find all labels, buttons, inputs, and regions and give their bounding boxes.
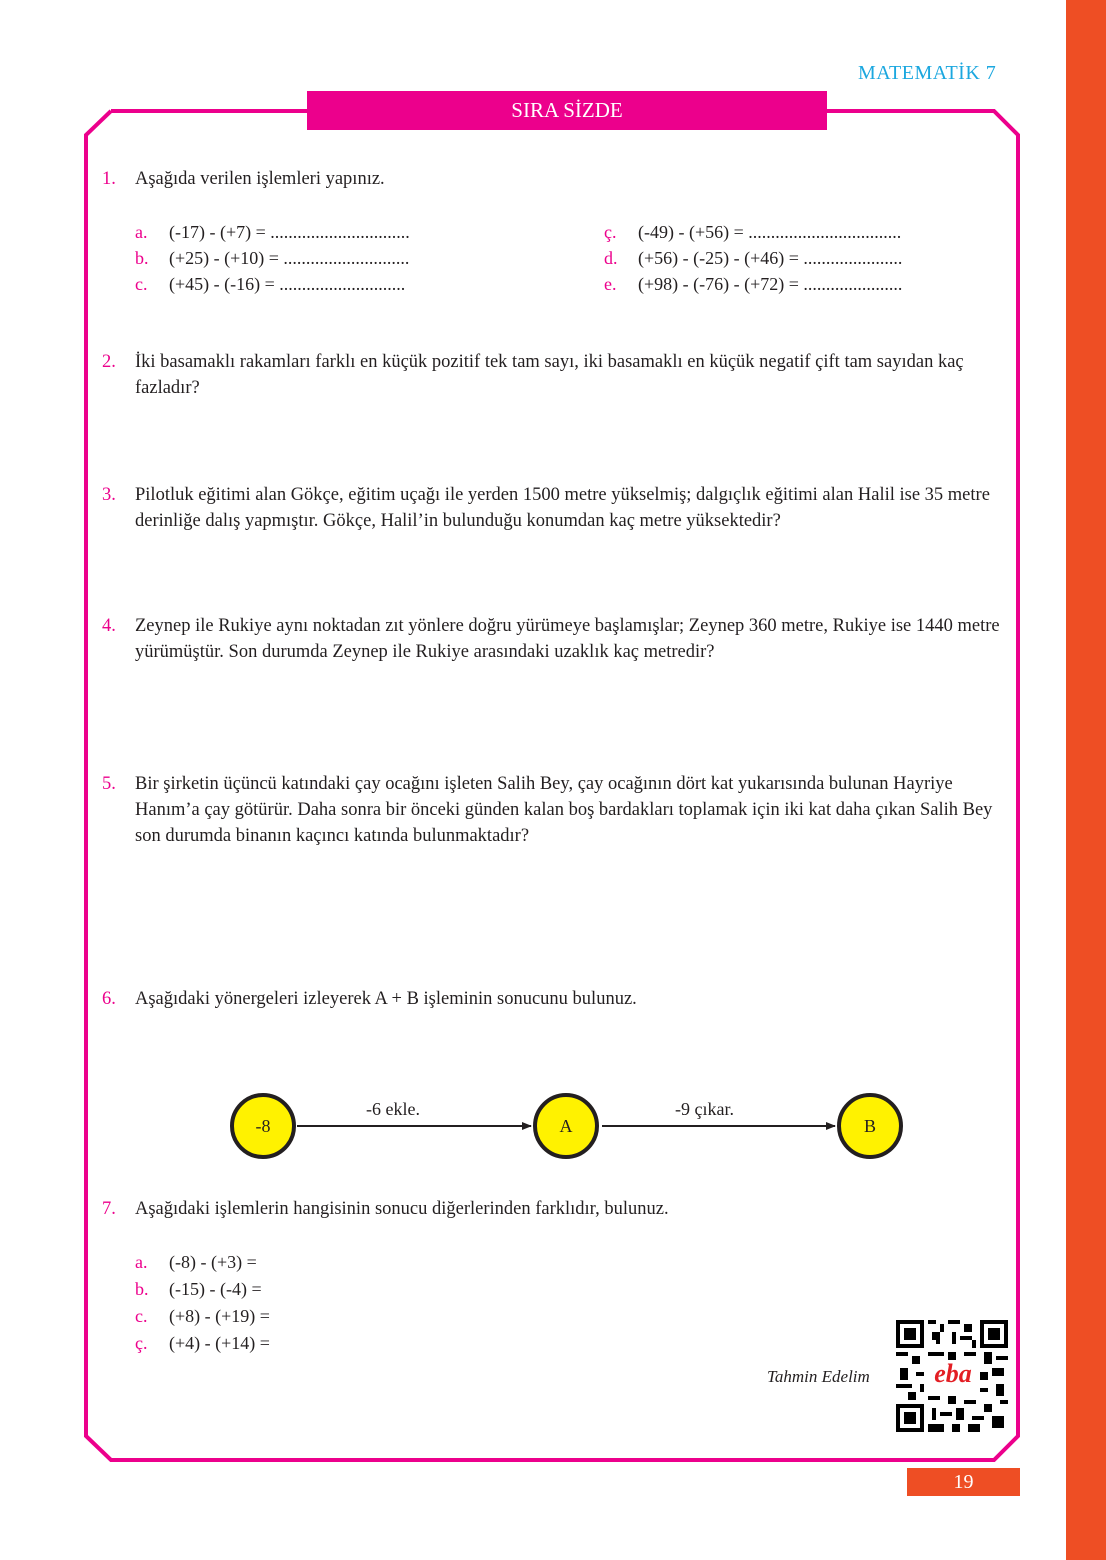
option-label: e. [604, 274, 617, 294]
page-number [907, 1468, 1020, 1496]
question-number: 4. [102, 616, 116, 636]
question-text: İki basamaklı rakamları farklı en küçük pozitif tek tam sayı, iki basamaklı en küçük negatif çift tam sayıdan kaç fazladır? [135, 352, 964, 398]
option-expr: (-15) - (-4) = [169, 1279, 262, 1299]
q7-option-b [135, 1276, 262, 1302]
option-label: c. [135, 274, 148, 294]
option-expr: (-8) - (+3) = [169, 1252, 257, 1272]
diagram-node-b [837, 1093, 903, 1159]
option-expr: (+4) - (+14) = [169, 1333, 270, 1353]
eba-logo: eba [934, 1359, 972, 1388]
banner-title: SIRA SİZDE [511, 98, 623, 122]
option-expr: (-49) - (+56) = .................................. [638, 222, 902, 242]
diagram-edge-label-2: -9 çıkar. [675, 1099, 734, 1119]
question-number: 7. [102, 1199, 116, 1219]
option-label: a. [135, 1252, 148, 1272]
question-text: Pilotluk eğitimi alan Gökçe, eğitim uçağı ile yerden 1500 metre yükselmiş; dalgıçlık eğitimi alan Halil ise 35 metre derinliğe dalış yapmıştır. Gökçe, Halil’in bulunduğu konumdan kaç metre yüksektedir? [135, 485, 990, 531]
question-number: 3. [102, 485, 116, 505]
option-expr: (+25) - (+10) = ............................ [169, 248, 410, 268]
question-number: 6. [102, 989, 116, 1009]
option-label: ç. [135, 1333, 148, 1353]
question-text: Bir şirketin üçüncü katındaki çay ocağını işleten Salih Bey, çay ocağının dört kat yukarısında bulunan Hayriye Hanım’a çay götürür. Daha sonra bir önceki günden kalan boş bardakları toplamak için iki kat daha çıkan Salih Bey son durumda binanın kaçıncı katında bulunmaktadır? [135, 774, 993, 846]
option-label: a. [135, 222, 148, 242]
diagram-node-a [533, 1093, 599, 1159]
q7-option-c-cedilla [135, 1330, 270, 1356]
option-label: c. [135, 1306, 148, 1326]
diagram-edge-label-1: -6 ekle. [366, 1099, 420, 1119]
option-label: b. [135, 248, 149, 268]
q7-option-c [135, 1303, 270, 1329]
qr-caption: Tahmin Edelim [767, 1367, 870, 1386]
option-expr: (+98) - (-76) - (+72) = ...................... [638, 274, 903, 294]
page-number-text: 19 [953, 1470, 974, 1493]
option-label: d. [604, 248, 618, 268]
question-text: Aşağıdaki işlemlerin hangisinin sonucu diğerlerinden farklıdır, bulunuz. [135, 1199, 669, 1219]
option-label: ç. [604, 222, 617, 242]
question-number: 5. [102, 774, 116, 794]
question-text: Aşağıda verilen işlemleri yapınız. [135, 169, 385, 189]
node-value: B [863, 1115, 876, 1136]
node-value: A [559, 1115, 573, 1136]
option-expr: (+8) - (+19) = [169, 1306, 270, 1326]
option-label: b. [135, 1279, 149, 1299]
q7-option-a [135, 1249, 257, 1275]
node-value: -8 [255, 1115, 271, 1136]
diagram-node-start [230, 1093, 296, 1159]
question-number: 1. [102, 169, 116, 189]
option-expr: (+56) - (-25) - (+46) = ...................... [638, 248, 903, 268]
subject-header: MATEMATİK 7 [858, 62, 997, 84]
question-7 [102, 1196, 1015, 1222]
question-text: Aşağıdaki yönergeleri izleyerek A + B işleminin sonucunu bulunuz. [135, 989, 637, 1009]
option-expr: (-17) - (+7) = ............................... [169, 222, 410, 242]
option-expr: (+45) - (-16) = ............................ [169, 274, 406, 294]
question-text: Zeynep ile Rukiye aynı noktadan zıt yönlere doğru yürümeye başlamışlar; Zeynep 360 metre, Rukiye ise 1440 metre yürümüştür. Son durumda Zeynep ile Rukiye arasındaki uzaklık kaç metredir? [135, 616, 1000, 662]
question-number: 2. [102, 352, 116, 372]
